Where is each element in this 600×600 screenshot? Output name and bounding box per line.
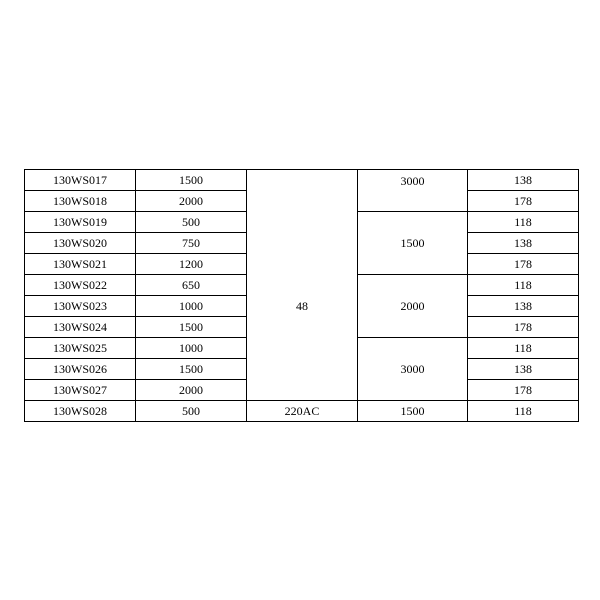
- model-cell: 130WS028: [25, 401, 136, 422]
- power-cell: 1000: [136, 296, 247, 317]
- length-cell: 178: [468, 254, 579, 275]
- length-cell: 118: [468, 338, 579, 359]
- length-cell: 118: [468, 212, 579, 233]
- table-row: [25, 401, 579, 422]
- table-row: [25, 170, 579, 191]
- model-cell: 130WS021: [25, 254, 136, 275]
- length-cell: 138: [468, 170, 579, 191]
- power-cell: 500: [136, 212, 247, 233]
- length-cell: 138: [468, 359, 579, 380]
- speed-cell: 2000: [358, 275, 468, 338]
- voltage-cell: 48: [247, 212, 358, 401]
- model-cell: 130WS018: [25, 191, 136, 212]
- length-cell: 178: [468, 380, 579, 401]
- table-row: [25, 212, 579, 233]
- spec-table: [24, 169, 579, 422]
- power-cell: 2000: [136, 380, 247, 401]
- power-cell: 2000: [136, 191, 247, 212]
- speed-cell: 3000: [358, 338, 468, 401]
- power-cell: 1200: [136, 254, 247, 275]
- model-cell: 130WS026: [25, 359, 136, 380]
- model-cell: 130WS020: [25, 233, 136, 254]
- speed-cell: 3000: [358, 170, 468, 212]
- power-cell: 1500: [136, 170, 247, 191]
- voltage-cell: [247, 170, 358, 212]
- length-cell: 178: [468, 317, 579, 338]
- voltage-cell: 220AC: [247, 401, 358, 422]
- power-cell: 1500: [136, 317, 247, 338]
- power-cell: 1000: [136, 338, 247, 359]
- power-cell: 500: [136, 401, 247, 422]
- length-cell: 138: [468, 233, 579, 254]
- length-cell: 178: [468, 191, 579, 212]
- length-cell: 118: [468, 275, 579, 296]
- power-cell: 650: [136, 275, 247, 296]
- power-cell: 750: [136, 233, 247, 254]
- model-cell: 130WS019: [25, 212, 136, 233]
- model-cell: 130WS017: [25, 170, 136, 191]
- model-cell: 130WS022: [25, 275, 136, 296]
- speed-cell: 1500: [358, 401, 468, 422]
- model-cell: 130WS027: [25, 380, 136, 401]
- model-cell: 130WS023: [25, 296, 136, 317]
- model-cell: 130WS025: [25, 338, 136, 359]
- length-cell: 138: [468, 296, 579, 317]
- model-cell: 130WS024: [25, 317, 136, 338]
- speed-cell: 1500: [358, 212, 468, 275]
- length-cell: 118: [468, 401, 579, 422]
- power-cell: 1500: [136, 359, 247, 380]
